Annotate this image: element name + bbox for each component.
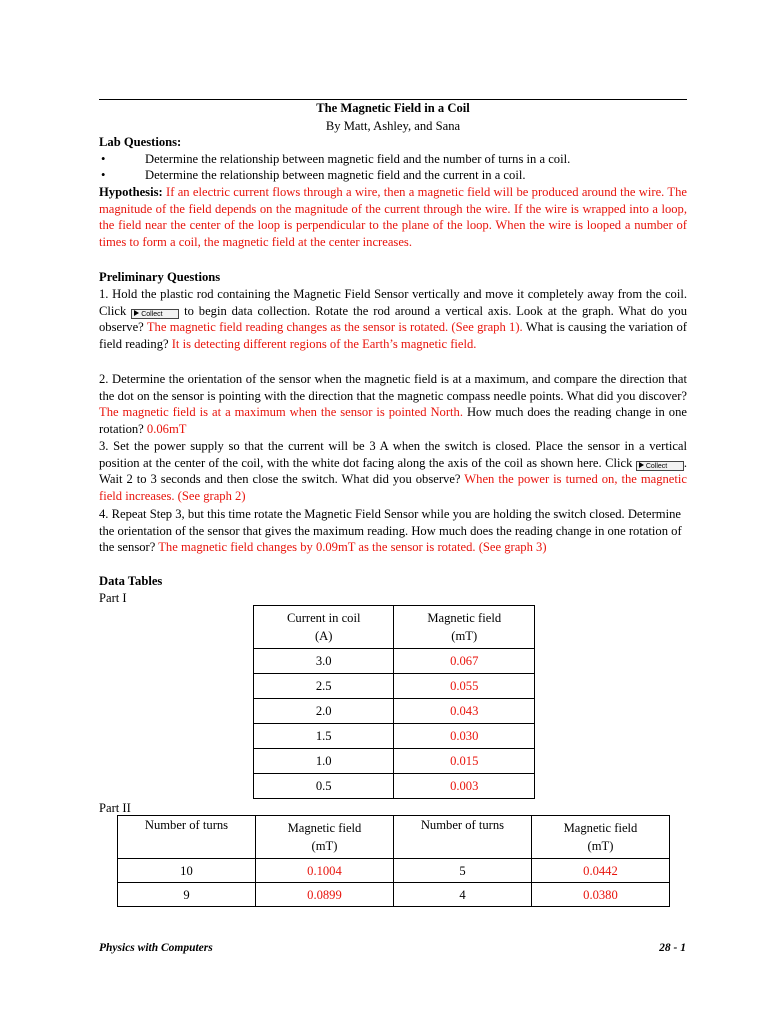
q4-text: 4. Repeat Step 3, but this time rotate the Magnetic Field Sensor while you are holding the switch closed. Determine the orientation of the sensor that gives the maximum reading. How much does the reading change in one rotation of the sensor?	[99, 507, 682, 555]
table-cell: 0.1004	[255, 859, 393, 883]
hypothesis-paragraph	[99, 184, 687, 250]
collect-button[interactable]	[131, 309, 179, 319]
table-cell: 5	[393, 859, 531, 883]
q3-answer: When the power is turned on, the magnetic field increases. (See graph 2)	[99, 472, 687, 503]
table-row	[118, 859, 670, 883]
table-cell: 0.067	[394, 649, 535, 674]
preliminary-q2	[99, 371, 687, 437]
table-cell: 0.043	[394, 699, 535, 724]
table-cell: 2.0	[254, 699, 394, 724]
table-cell: 4	[393, 883, 531, 907]
table-header-cell: Magnetic field (mT)	[394, 606, 535, 649]
table-cell: 0.5	[254, 774, 394, 799]
part1-table	[253, 605, 535, 799]
q3-text-start: 3. Set the power supply so that the current will be 3 A when the switch is closed. Place the sensor in a vertical position at the center of the coil, with the white dot facing along the axis of the coil as shown here. Click	[99, 439, 687, 470]
bullet-icon: •	[101, 168, 106, 182]
table-header-cell: Current in coil (A)	[254, 606, 394, 649]
hypothesis-label: Hypothesis:	[99, 185, 163, 199]
play-icon	[639, 462, 644, 468]
table-cell: 2.5	[254, 674, 394, 699]
table-cell: 0.055	[394, 674, 535, 699]
table-header-cell: Magnetic field (mT)	[531, 816, 669, 859]
q1-answer-2: It is detecting different regions of the Earth’s magnetic field.	[171, 336, 477, 351]
table-cell: 0.0442	[531, 859, 669, 883]
table-row	[254, 649, 535, 674]
preliminary-q1	[99, 286, 687, 352]
lab-question-text: Determine the relationship between magnetic field and the number of turns in a coil.	[145, 152, 571, 166]
hypothesis-text: If an electric current flows through a wire, then a magnetic field will be produced around the wire. The magnitude of the field depends on the magnitude of the current through the wire. If the wire is wrapped into a loop, the field near the center of the loop is perpendicular to the plane of the loop. When the wire is looped a number of times to form a coil, the magnetic field at the center increases.	[99, 185, 688, 249]
q3-text-middle: . Wait 2 to 3 seconds and then close the switch. What did you observe?	[99, 455, 687, 487]
table-row	[254, 724, 535, 749]
table-header-cell: Magnetic field (mT)	[255, 816, 393, 859]
document-title: The Magnetic Field in a Coil	[316, 101, 470, 115]
table-cell: 3.0	[254, 649, 394, 674]
collect-button-label: Collect	[645, 462, 668, 470]
play-icon	[134, 310, 139, 316]
collect-button-label: Collect	[141, 310, 163, 318]
table-cell: 9	[118, 883, 256, 907]
table-cell: 0.015	[394, 749, 535, 774]
footer-book-title: Physics with Computers	[99, 942, 213, 954]
table-cell: 10	[118, 859, 256, 883]
table-row	[254, 699, 535, 724]
data-tables-heading: Data Tables	[99, 574, 163, 588]
preliminary-heading: Preliminary Questions	[99, 270, 221, 284]
lab-question-text: Determine the relationship between magnetic field and the current in a coil.	[145, 168, 526, 182]
part2-table	[117, 815, 670, 907]
table-header-row	[118, 816, 670, 859]
lab-questions-heading: Lab Questions:	[99, 135, 182, 149]
table-header-cell: Number of turns	[393, 816, 531, 859]
table-row	[254, 674, 535, 699]
q4-answer: The magnetic field changes by 0.09mT as the sensor is rotated. (See graph 3)	[158, 540, 547, 555]
q1-text-question: What is causing the variation of field reading?	[99, 320, 687, 351]
preliminary-q4	[99, 506, 687, 556]
table-header-cell: Number of turns	[118, 816, 256, 859]
q1-answer-1: The magnetic field reading changes as the sensor is rotated. (See graph 1).	[146, 320, 523, 335]
table-cell: 0.0899	[255, 883, 393, 907]
table-cell: 1.5	[254, 724, 394, 749]
document-authors: By Matt, Ashley, and Sana	[325, 119, 461, 133]
table-row	[118, 883, 670, 907]
footer-page-number: 28 - 1	[659, 942, 686, 954]
part2-label: Part II	[99, 801, 131, 815]
collect-button[interactable]	[636, 461, 684, 471]
table-row	[254, 749, 535, 774]
table-cell: 0.003	[394, 774, 535, 799]
part1-label: Part I	[99, 591, 127, 605]
q2-answer-2: 0.06mT	[146, 421, 187, 436]
table-cell: 1.0	[254, 749, 394, 774]
bullet-icon: •	[101, 152, 106, 166]
preliminary-q3	[99, 438, 687, 504]
q2-text: 2. Determine the orientation of the sensor when the magnetic field is at a maximum, and compare the direction that the dot on the sensor is pointing with the direction that the magnetic compass needle points. What did you discover?	[99, 372, 687, 403]
table-header-row	[254, 606, 535, 649]
q1-text-middle: to begin data collection. Rotate the rod around a vertical axis. Look at the graph. What do you observe?	[99, 303, 688, 335]
q1-text-start: 1. Hold the plastic rod containing the Magnetic Field Sensor vertically and move it completely away from the coil. Click	[99, 287, 687, 318]
table-cell: 0.0380	[531, 883, 669, 907]
q2-text-question: How much does the reading change in one rotation?	[99, 405, 687, 436]
q2-answer-1: The magnetic field is at a maximum when the sensor is pointed North.	[99, 405, 463, 420]
table-row	[254, 774, 535, 799]
table-cell: 0.030	[394, 724, 535, 749]
